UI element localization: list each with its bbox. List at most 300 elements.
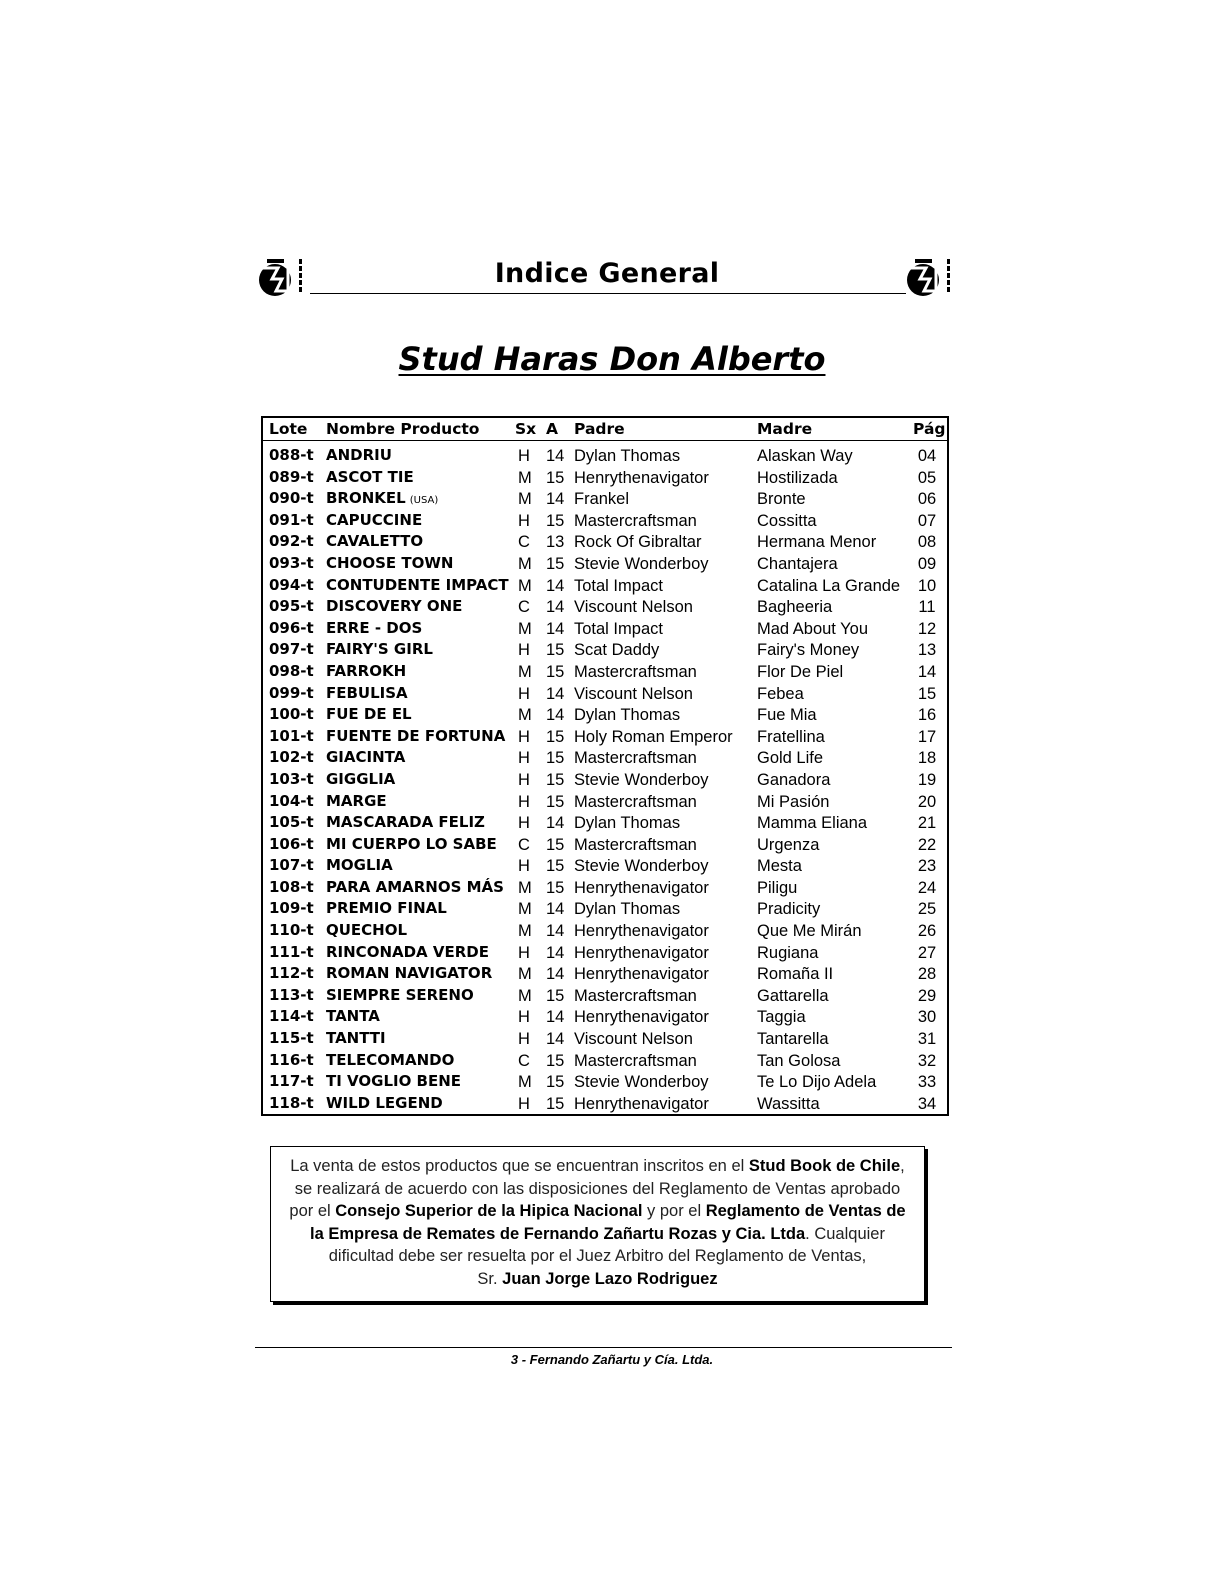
cell-pag: 20 [917, 792, 937, 811]
cell-a: 15 [546, 878, 565, 897]
cell-madre: Te Lo Dijo Adela [757, 1073, 877, 1092]
cell-nombre-text: SIEMPRE SERENO [326, 985, 474, 1004]
cell-madre: Rugiana [757, 943, 819, 962]
table-row [263, 770, 947, 792]
cell-a: 13 [546, 533, 565, 552]
cell-pag: 31 [917, 1030, 937, 1049]
cell-madre: Tan Golosa [757, 1051, 841, 1070]
notice-text: . Cualquier dificultad debe ser resuelta por el Juez Arbitro del Reglamento de Ventas, [328, 1224, 885, 1266]
cell-padre: Mastercraftsman [574, 1051, 697, 1070]
table-row [263, 727, 947, 749]
col-header-padre: Padre [574, 420, 625, 438]
cell-madre: Taggia [757, 1008, 806, 1027]
cell-madre: Mesta [757, 857, 802, 876]
table-row [263, 1072, 947, 1094]
cell-lote: 105-t [269, 813, 314, 832]
cell-a: 15 [546, 554, 565, 573]
cell-nombre [326, 489, 438, 507]
cell-madre: Piligu [757, 878, 798, 897]
cell-nombre [326, 662, 406, 680]
table-row [263, 597, 947, 619]
cell-sx: H [518, 684, 530, 703]
cell-sx: H [518, 447, 530, 465]
cell-lote: 116-t [269, 1050, 314, 1069]
cell-a: 15 [546, 468, 565, 487]
cell-pag: 26 [917, 922, 937, 941]
cell-lote: 114-t [269, 1007, 314, 1026]
cell-padre: Dylan Thomas [574, 447, 681, 465]
products-table [261, 416, 949, 1116]
cell-padre: Viscount Nelson [574, 1030, 693, 1049]
table-row [263, 640, 947, 662]
cell-lote: 106-t [269, 834, 314, 853]
cell-madre: Bagheeria [757, 598, 833, 617]
cell-madre: Fairy's Money [757, 641, 860, 660]
table-row [263, 705, 947, 727]
cell-madre: Mad About You [757, 619, 869, 638]
cell-lote: 101-t [269, 726, 314, 745]
cell-nombre-text: PREMIO FINAL [326, 899, 447, 918]
cell-pag: 33 [917, 1073, 937, 1092]
cell-nombre-text: MARGE [326, 791, 387, 810]
cell-pag: 08 [917, 533, 937, 552]
cell-lote: 108-t [269, 877, 314, 896]
cell-madre: Fue Mia [757, 706, 817, 725]
cell-nombre [326, 468, 414, 486]
cell-sx: H [518, 1094, 530, 1113]
cell-a: 15 [546, 749, 565, 768]
cell-padre: Dylan Thomas [574, 706, 681, 725]
table-row [263, 943, 947, 965]
cell-pag: 12 [917, 619, 937, 638]
cell-nombre-origin: (USA) [409, 495, 439, 507]
cell-nombre [326, 446, 392, 464]
sale-notice [270, 1146, 925, 1302]
col-header-sx: Sx [515, 420, 537, 438]
col-header-madre: Madre [757, 420, 813, 438]
cell-lote: 091-t [269, 510, 314, 529]
cell-nombre-text: DISCOVERY ONE [326, 597, 463, 616]
notice-text: y por el [642, 1202, 706, 1221]
cell-a: 15 [546, 770, 565, 789]
cell-madre: Hostilizada [757, 468, 838, 487]
cell-pag: 32 [917, 1051, 937, 1070]
cell-nombre-text: FUE DE EL [326, 705, 412, 724]
cell-nombre [326, 770, 395, 788]
cell-madre: Urgenza [757, 835, 820, 854]
table-body [263, 446, 947, 1115]
table-row [263, 1094, 947, 1116]
cell-lote: 097-t [269, 640, 314, 659]
page-header [258, 255, 968, 300]
cell-madre: Flor De Piel [757, 662, 844, 681]
table-row [263, 554, 947, 576]
cell-madre: Febea [757, 684, 804, 703]
cell-padre: Mastercraftsman [574, 662, 697, 681]
cell-a: 15 [546, 986, 565, 1005]
cell-sx: H [518, 792, 530, 811]
cell-padre: Viscount Nelson [574, 684, 693, 703]
cell-lote: 093-t [269, 553, 314, 572]
cell-padre: Rock Of Gibraltar [574, 533, 702, 552]
cell-nombre [326, 748, 405, 766]
cell-pag: 16 [917, 706, 937, 725]
cell-nombre [326, 640, 433, 658]
cell-sx: H [518, 641, 530, 660]
cell-lote: 118-t [269, 1093, 314, 1112]
cell-sx: M [518, 922, 532, 941]
col-header-pag: Pág [913, 420, 946, 438]
cell-nombre [326, 684, 408, 702]
cell-padre: Total Impact [574, 576, 663, 595]
cell-lote: 109-t [269, 899, 314, 918]
cell-madre: Ganadora [757, 770, 831, 789]
cell-a: 14 [546, 706, 565, 725]
table-row [263, 446, 947, 468]
notice-text: Sr. [477, 1269, 503, 1288]
cell-nombre-text: MOGLIA [326, 856, 393, 875]
cell-a: 15 [546, 641, 565, 660]
cell-sx: H [518, 749, 530, 768]
cell-a: 15 [546, 792, 565, 811]
cell-nombre-text: TANTTI [326, 1029, 386, 1048]
cell-sx: C [518, 1051, 530, 1070]
cell-lote: 092-t [269, 532, 314, 551]
table-row [263, 1029, 947, 1051]
cell-pag: 18 [917, 749, 937, 768]
cell-nombre [326, 899, 447, 917]
cell-padre: Mastercraftsman [574, 986, 697, 1005]
cell-madre: Mamma Eliana [757, 814, 868, 833]
cell-madre: Cossitta [757, 511, 817, 530]
cell-a: 15 [546, 662, 565, 681]
cell-nombre-text: MI CUERPO LO SABE [326, 834, 497, 853]
cell-a: 14 [546, 490, 565, 509]
cell-pag: 15 [917, 684, 937, 703]
cell-padre: Henrythenavigator [574, 965, 709, 984]
col-header-lote: Lote [269, 420, 308, 438]
cell-pag: 14 [917, 662, 937, 681]
cell-nombre-text: FAIRY'S GIRL [326, 640, 433, 659]
stud-title: Stud Haras Don Alberto [398, 340, 826, 378]
cell-nombre [326, 619, 422, 637]
table-row [263, 878, 947, 900]
cell-lote: 099-t [269, 683, 314, 702]
cell-nombre [326, 576, 509, 594]
table-row [263, 619, 947, 641]
cell-madre: Alaskan Way [757, 447, 853, 465]
cell-nombre-text: ANDRIU [326, 446, 392, 464]
cell-nombre [326, 511, 422, 529]
cell-nombre-text: CHOOSE TOWN [326, 553, 454, 572]
cell-nombre [326, 1072, 461, 1090]
cell-padre: Stevie Wonderboy [574, 554, 709, 573]
header-divider [310, 293, 906, 294]
cell-nombre [326, 532, 423, 550]
company-logo-icon [258, 255, 308, 299]
cell-madre: Bronte [757, 490, 806, 509]
cell-pag: 19 [917, 770, 937, 789]
cell-lote: 098-t [269, 661, 314, 680]
cell-padre: Dylan Thomas [574, 814, 681, 833]
table-row [263, 684, 947, 706]
cell-sx: M [518, 878, 532, 897]
cell-padre: Henrythenavigator [574, 922, 709, 941]
cell-pag: 10 [917, 576, 937, 595]
cell-sx: C [518, 835, 530, 854]
cell-sx: M [518, 554, 532, 573]
cell-pag: 09 [917, 554, 937, 573]
cell-sx: H [518, 943, 530, 962]
cell-a: 14 [546, 619, 565, 638]
cell-madre: Hermana Menor [757, 533, 877, 552]
cell-nombre-text: CONTUDENTE IMPACT [326, 575, 509, 594]
cell-nombre [326, 792, 387, 810]
cell-sx: H [518, 1008, 530, 1027]
cell-pag: 24 [917, 878, 937, 897]
cell-pag: 21 [917, 814, 937, 833]
cell-madre: Wassitta [757, 1094, 820, 1113]
cell-nombre-text: CAVALETTO [326, 532, 424, 551]
cell-nombre-text: ROMAN NAVIGATOR [326, 964, 493, 983]
cell-nombre [326, 943, 489, 961]
cell-pag: 04 [917, 447, 937, 465]
cell-a: 15 [546, 1073, 565, 1092]
footer-divider [255, 1347, 952, 1348]
cell-padre: Henrythenavigator [574, 878, 709, 897]
page-footer: 3 - Fernando Zañartu y Cía. Ltda. [510, 1352, 714, 1367]
cell-pag: 27 [917, 943, 937, 962]
cell-nombre [326, 964, 492, 982]
table-row [263, 856, 947, 878]
cell-nombre [326, 813, 485, 831]
cell-madre: Gold Life [757, 749, 824, 768]
cell-nombre-text: ASCOT TIE [326, 467, 414, 486]
notice-bold: Stud Book de Chile [748, 1157, 901, 1175]
table-row [263, 792, 947, 814]
cell-padre: Mastercraftsman [574, 749, 697, 768]
cell-a: 15 [546, 835, 565, 854]
col-header-nombre: Nombre Producto [326, 420, 480, 438]
table-row [263, 964, 947, 986]
cell-sx: M [518, 1073, 532, 1092]
notice-text: La venta de estos productos que se encuentran inscritos en el [290, 1157, 749, 1175]
cell-nombre-text: WILD LEGEND [326, 1093, 443, 1112]
cell-madre: Romaña II [757, 965, 834, 984]
table-row [263, 489, 947, 511]
cell-lote: 089-t [269, 467, 314, 486]
cell-nombre-text: RINCONADA VERDE [326, 942, 489, 961]
cell-lote: 103-t [269, 769, 314, 788]
cell-lote: 096-t [269, 618, 314, 637]
table-row [263, 662, 947, 684]
cell-lote: 090-t [269, 489, 314, 508]
cell-padre: Mastercraftsman [574, 511, 697, 530]
cell-sx: H [518, 814, 530, 833]
cell-nombre-text: FEBULISA [326, 683, 408, 702]
cell-sx: M [518, 468, 532, 487]
cell-madre: Mi Pasión [757, 792, 830, 811]
cell-padre: Mastercraftsman [574, 835, 697, 854]
cell-madre: Gattarella [757, 986, 829, 1005]
table-row [263, 1051, 947, 1073]
table-row [263, 986, 947, 1008]
cell-nombre [326, 986, 474, 1004]
cell-nombre-text: FUENTE DE FORTUNA [326, 726, 506, 745]
cell-pag: 23 [917, 857, 937, 876]
cell-pag: 30 [917, 1008, 937, 1027]
cell-nombre-text: TANTA [326, 1007, 380, 1026]
cell-nombre [326, 1007, 380, 1025]
cell-nombre-text: PARA AMARNOS MÁS [326, 877, 504, 896]
cell-sx: H [518, 727, 530, 746]
cell-sx: M [518, 965, 532, 984]
cell-a: 14 [546, 447, 565, 465]
cell-padre: Holy Roman Emperor [574, 727, 733, 746]
cell-a: 15 [546, 511, 565, 530]
cell-sx: H [518, 857, 530, 876]
cell-padre: Henrythenavigator [574, 1008, 709, 1027]
cell-madre: Catalina La Grande [757, 576, 901, 595]
cell-a: 15 [546, 1094, 565, 1113]
cell-a: 14 [546, 684, 565, 703]
cell-a: 15 [546, 1051, 565, 1070]
company-logo-icon [906, 255, 956, 299]
cell-madre: Chantajera [757, 554, 838, 573]
cell-a: 14 [546, 965, 565, 984]
cell-padre: Stevie Wonderboy [574, 857, 709, 876]
cell-nombre [326, 597, 462, 615]
cell-pag: 22 [917, 835, 937, 854]
cell-lote: 115-t [269, 1029, 314, 1048]
cell-a: 15 [546, 857, 565, 876]
cell-nombre-text: FARROKH [326, 661, 407, 680]
cell-nombre-text: TELECOMANDO [326, 1050, 455, 1069]
cell-a: 14 [546, 922, 565, 941]
notice-text: , se realizará de acuerdo con las disposiciones del Reglamento de Ventas aprobado por el [289, 1157, 905, 1221]
cell-lote: 088-t [269, 446, 314, 464]
cell-nombre [326, 835, 497, 853]
cell-padre: Frankel [574, 490, 630, 509]
cell-lote: 112-t [269, 964, 314, 983]
cell-sx: C [518, 598, 530, 617]
cell-nombre-text: CAPUCCINE [326, 510, 423, 529]
table-row [263, 748, 947, 770]
cell-lote: 111-t [269, 942, 314, 961]
cell-nombre [326, 878, 504, 896]
cell-sx: H [518, 511, 530, 530]
table-header [263, 418, 947, 441]
cell-madre: Pradicity [757, 900, 821, 919]
cell-nombre-text: ERRE - DOS [326, 618, 423, 637]
cell-lote: 100-t [269, 705, 314, 724]
cell-pag: 25 [917, 900, 937, 919]
cell-nombre [326, 1094, 443, 1112]
cell-lote: 095-t [269, 597, 314, 616]
cell-lote: 102-t [269, 748, 314, 767]
cell-lote: 104-t [269, 791, 314, 810]
cell-padre: Viscount Nelson [574, 598, 693, 617]
cell-sx: M [518, 490, 532, 509]
cell-nombre [326, 856, 393, 874]
cell-madre: Tantarella [757, 1030, 829, 1049]
cell-madre: Que Me Mirán [757, 922, 862, 941]
cell-a: 15 [546, 727, 565, 746]
table-row [263, 1007, 947, 1029]
cell-a: 14 [546, 1008, 565, 1027]
notice-bold: Juan Jorge Lazo Rodriguez [502, 1269, 718, 1288]
cell-nombre-text: BRONKEL [326, 489, 406, 508]
cell-nombre-text: GIGGLIA [326, 769, 396, 788]
cell-pag: 29 [917, 986, 937, 1005]
table-row [263, 835, 947, 857]
cell-sx: M [518, 576, 532, 595]
cell-padre: Henrythenavigator [574, 943, 709, 962]
cell-lote: 113-t [269, 985, 314, 1004]
cell-sx: H [518, 1030, 530, 1049]
table-row [263, 813, 947, 835]
cell-nombre-text: QUECHOL [326, 921, 408, 940]
col-header-a: A [546, 420, 558, 438]
table-row [263, 576, 947, 598]
cell-lote: 110-t [269, 921, 314, 940]
cell-a: 14 [546, 900, 565, 919]
cell-a: 14 [546, 943, 565, 962]
cell-pag: 07 [917, 511, 937, 530]
notice-bold: Reglamento de Ventas de la Empresa de Remates de Fernando Zañartu Rozas y Cia. Ltda [310, 1202, 906, 1243]
cell-pag: 28 [917, 965, 937, 984]
cell-pag: 13 [917, 641, 937, 660]
cell-pag: 05 [917, 468, 937, 487]
cell-lote: 117-t [269, 1072, 314, 1091]
cell-padre: Scat Daddy [574, 641, 660, 660]
page-title: Indice General [494, 258, 720, 289]
cell-sx: C [518, 533, 530, 552]
table-row [263, 532, 947, 554]
cell-nombre [326, 1051, 454, 1069]
cell-nombre [326, 727, 505, 745]
cell-lote: 107-t [269, 856, 314, 875]
table-row [263, 468, 947, 490]
cell-pag: 34 [917, 1094, 937, 1113]
table-row [263, 921, 947, 943]
cell-nombre-text: GIACINTA [326, 748, 406, 767]
cell-sx: H [518, 770, 530, 789]
cell-padre: Stevie Wonderboy [574, 770, 709, 789]
cell-a: 14 [546, 576, 565, 595]
cell-padre: Mastercraftsman [574, 792, 697, 811]
cell-sx: M [518, 706, 532, 725]
cell-sx: M [518, 662, 532, 681]
cell-a: 14 [546, 598, 565, 617]
cell-nombre [326, 1029, 386, 1047]
table-row [263, 511, 947, 533]
cell-padre: Total Impact [574, 619, 663, 638]
cell-sx: M [518, 619, 532, 638]
cell-nombre [326, 921, 407, 939]
cell-nombre-text: TI VOGLIO BENE [326, 1072, 462, 1091]
cell-pag: 17 [917, 727, 937, 746]
cell-nombre-text: MASCARADA FELIZ [326, 813, 485, 832]
cell-madre: Fratellina [757, 727, 825, 746]
cell-lote: 094-t [269, 575, 314, 594]
cell-a: 14 [546, 1030, 565, 1049]
table-row [263, 899, 947, 921]
cell-pag: 11 [918, 598, 936, 617]
notice-bold: Consejo Superior de la Hipica Nacional [335, 1202, 643, 1221]
cell-a: 14 [546, 814, 565, 833]
cell-sx: M [518, 900, 532, 919]
